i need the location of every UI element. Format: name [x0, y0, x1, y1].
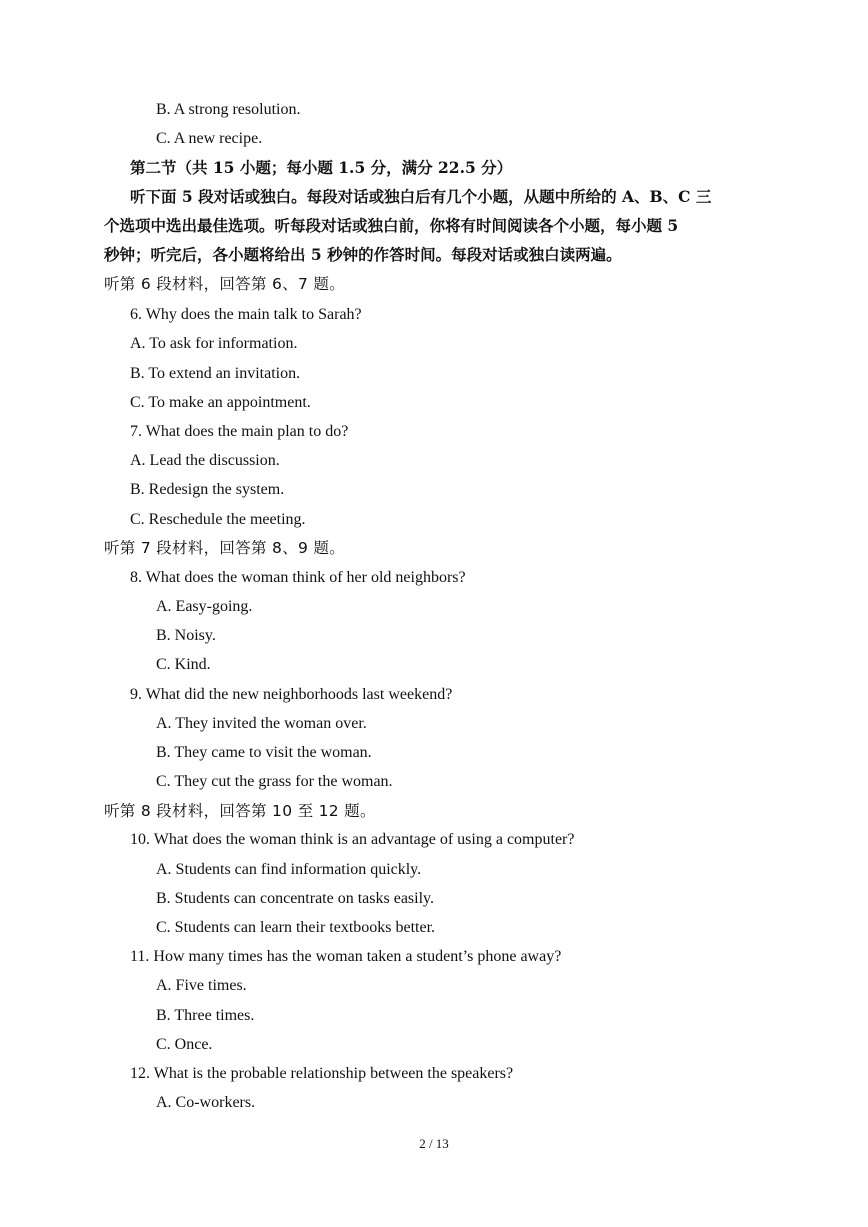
material-7-heading: 听第 7 段材料，回答第 8、9 题。: [104, 539, 345, 557]
q8-option-c: C. Kind.: [156, 656, 211, 673]
section-heading: 第二节（共 15 小题；每小题 1.5 分，满分 22.5 分）: [130, 158, 513, 177]
material-6-heading: 听第 6 段材料，回答第 6、7 题。: [104, 275, 345, 293]
q11-option-a: A. Five times.: [156, 977, 247, 994]
instructions-line-3: 秒钟；听完后，各小题将给出 5 秒钟的作答时间。每段对话或独白读两遍。: [104, 245, 622, 264]
option-c-new-recipe: C. A new recipe.: [156, 130, 263, 147]
q7-option-c: C. Reschedule the meeting.: [130, 511, 306, 528]
q9-option-b: B. They came to visit the woman.: [156, 744, 372, 761]
q8-option-a: A. Easy-going.: [156, 598, 253, 615]
q11-option-b: B. Three times.: [156, 1007, 255, 1024]
question-9: 9. What did the new neighborhoods last weekend?: [130, 686, 453, 703]
question-12: 12. What is the probable relationship between the speakers?: [130, 1065, 514, 1082]
q6-option-c: C. To make an appointment.: [130, 394, 311, 411]
q6-option-b: B. To extend an invitation.: [130, 365, 301, 382]
q12-option-a: A. Co-workers.: [156, 1094, 256, 1111]
q10-option-b: B. Students can concentrate on tasks easily.: [156, 890, 434, 907]
q8-option-b: B. Noisy.: [156, 627, 216, 644]
q9-option-a: A. They invited the woman over.: [156, 715, 367, 732]
question-7: 7. What does the main plan to do?: [130, 423, 349, 440]
option-b-strong-resolution: B. A strong resolution.: [156, 101, 301, 118]
q7-option-b: B. Redesign the system.: [130, 481, 285, 498]
question-8: 8. What does the woman think of her old neighbors?: [130, 569, 466, 586]
q10-option-a: A. Students can find information quickly.: [156, 861, 422, 878]
q11-option-c: C. Once.: [156, 1036, 213, 1053]
question-6: 6. Why does the main talk to Sarah?: [130, 306, 362, 323]
question-11: 11. How many times has the woman taken a student’s phone away?: [130, 948, 562, 965]
material-8-heading: 听第 8 段材料，回答第 10 至 12 题。: [104, 802, 376, 820]
q7-option-a: A. Lead the discussion.: [130, 452, 280, 469]
page-number: 2 / 13: [419, 1136, 449, 1151]
q9-option-c: C. They cut the grass for the woman.: [156, 773, 393, 790]
question-10: 10. What does the woman think is an advantage of using a computer?: [130, 831, 575, 848]
q10-option-c: C. Students can learn their textbooks better.: [156, 919, 436, 936]
q6-option-a: A. To ask for information.: [130, 335, 298, 352]
instructions-line-1: 听下面 5 段对话或独白。每段对话或独白后有几个小题，从题中所给的 A、B、C 三: [130, 187, 712, 206]
instructions-line-2: 个选项中选出最佳选项。听每段对话或独白前，你将有时间阅读各个小题，每小题 5: [104, 216, 679, 235]
